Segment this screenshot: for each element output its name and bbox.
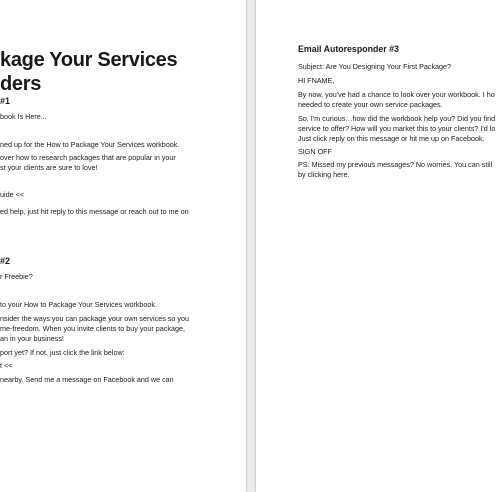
autoresponder3-paragraph1 [298, 90, 495, 110]
section2-subject: r Freebie? [0, 272, 33, 281]
section1-paragraph1: ned up for the How to Package Your Services workbook. [0, 140, 180, 149]
document-page-left [0, 0, 246, 492]
section2-paragraph1: to your How to Package Your Services workbook. [0, 300, 158, 309]
section2-paragraph3: port yet? If not, just click the link below: [0, 348, 125, 357]
autoresponder3-subject: Subject: Are You Designing Your First Package? [298, 62, 452, 71]
autoresponder3-paragraph2-line1: So, I'm curious…how did the workbook help you? Did you find [298, 114, 496, 123]
section2-paragraph2 [0, 314, 189, 344]
section2-paragraph4: nearby. Send me a message on Facebook and we can [0, 375, 174, 384]
section2-paragraph2-line1: nsider the ways you can package your own services so you [0, 314, 189, 323]
autoresponder3-paragraph2 [298, 114, 495, 144]
autoresponder3-ps [298, 160, 492, 180]
autoresponder3-paragraph2-line3: Just click reply on this message or hit me up on Facebook. [298, 134, 485, 143]
autoresponder3-paragraph1-line1: By now, you've had a chance to look over your workbook. I ho [298, 90, 495, 99]
section1-paragraph3 [0, 207, 189, 217]
section1-paragraph3-line1: ed help, just hit reply to this message or reach out to me on [0, 207, 189, 216]
autoresponder3-greeting: HI FNAME, [298, 76, 335, 85]
document-page-right [256, 0, 500, 492]
section1-paragraph2-line1: over how to research packages that are popular in your [0, 153, 176, 162]
autoresponder3-paragraph2-line2: service to offer? How will you market this to your clients? I'd lo [298, 124, 496, 133]
autoresponder3-ps-line2[interactable]: by clicking here. [298, 170, 350, 179]
section2-link[interactable]: t << [0, 361, 13, 370]
section2-heading: #2 [0, 256, 11, 266]
title-line-1: kage Your Services [0, 49, 178, 71]
document-title [0, 48, 177, 96]
section1-guide-link[interactable]: uide << [0, 190, 24, 199]
autoresponder3-paragraph1-line2: needed to create your own service packages. [298, 100, 443, 109]
section1-paragraph2-line2: st your clients are sure to love! [0, 163, 98, 172]
section1-subject: book Is Here... [0, 112, 47, 121]
section2-paragraph2-line3: an in your business! [0, 334, 64, 343]
autoresponder3-ps-line1: PS: Missed my previous messages? No worries. You can still [298, 160, 493, 169]
title-line-2: ders [0, 73, 42, 95]
section1-paragraph2 [0, 153, 176, 173]
section1-heading: #1 [0, 96, 11, 106]
autoresponder3-signoff: SIGN OFF [298, 147, 332, 156]
section2-paragraph2-line2: me-freedom. When you invite clients to buy your package, [0, 324, 185, 333]
autoresponder3-heading: Email Autoresponder #3 [298, 44, 399, 54]
